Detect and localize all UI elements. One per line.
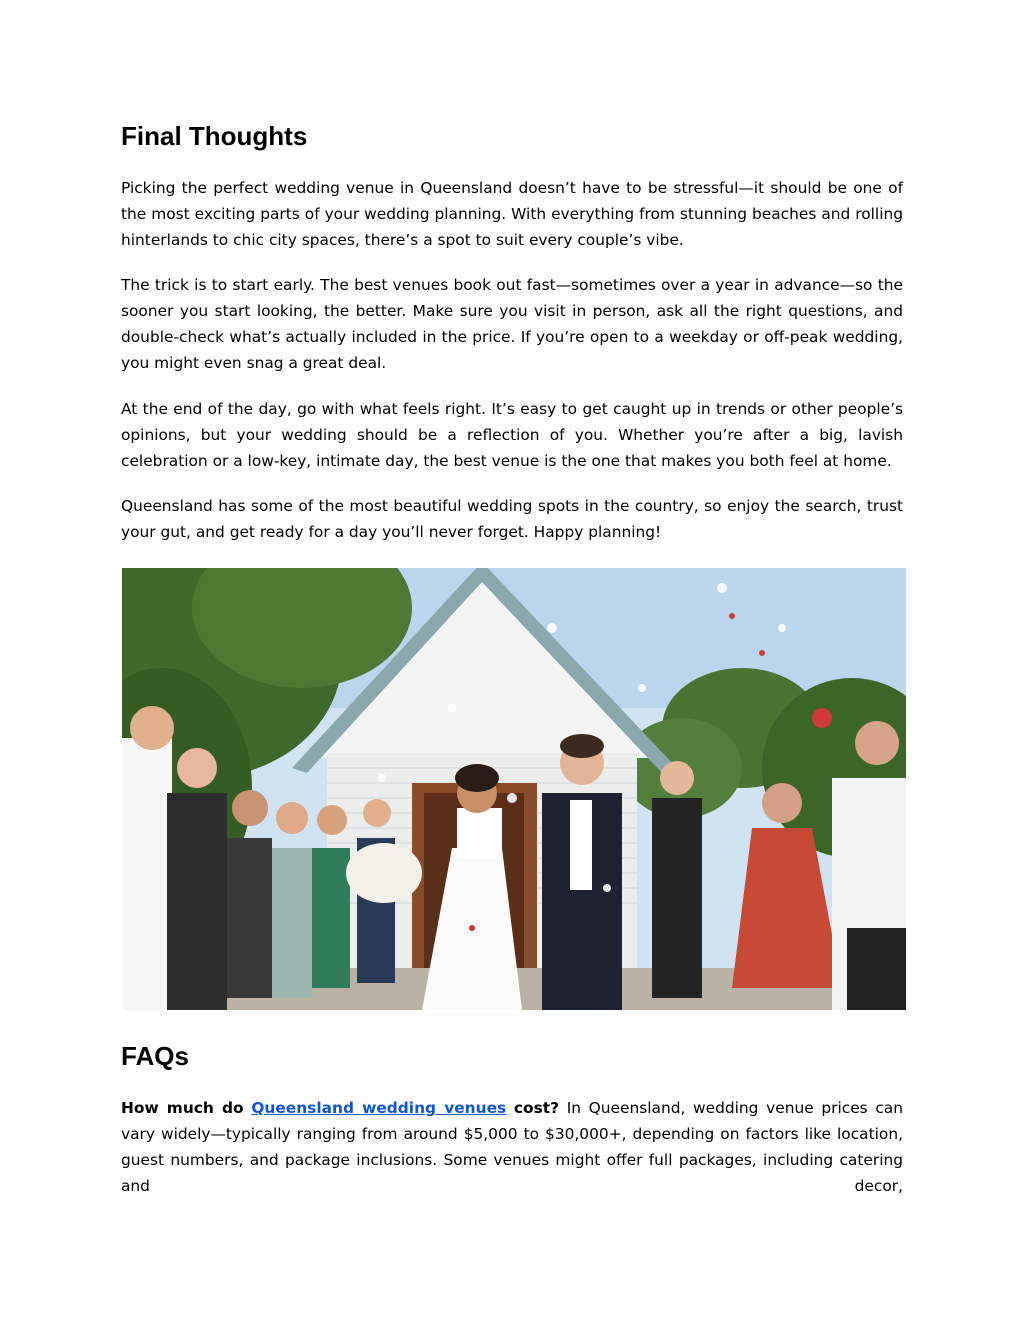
faqs-heading: FAQs	[121, 1041, 189, 1071]
final-thoughts-paragraph-4: Queensland has some of the most beautiful wedding spots in the country, so enjoy the search, trust your gut, and get ready for a day you’ll never forget. Happy planning!	[121, 497, 903, 541]
faq-answer-1	[121, 1095, 903, 1199]
queensland-wedding-venues-link[interactable]: Queensland wedding venues	[251, 1099, 507, 1117]
final-thoughts-heading: Final Thoughts	[121, 121, 308, 151]
faq-question-suffix: cost?	[513, 1099, 560, 1117]
final-thoughts-paragraph-1: Picking the perfect wedding venue in Queensland doesn’t have to be stressful—it should be one of the most exciting parts of your wedding planning. With everything from stunning beaches and rolling hinterlands to chic city spaces, there’s a spot to suit every couple’s vibe.	[121, 179, 903, 249]
final-thoughts-paragraph-3: At the end of the day, go with what feels right. It’s easy to get caught up in trends or other people’s opinions, but your wedding should be a reflection of you. Whether you’re after a big, lavish celebration or a low-key, intimate day, the best venue is the one that makes you both feel at home.	[121, 400, 903, 470]
final-thoughts-paragraph-2: The trick is to start early. The best venues book out fast—sometimes over a year in advance—so the sooner you start looking, the better. Make sure you visit in person, ask all the right questions, and double-check what’s actually included in the price. If you’re open to a weekday or off-peak wedding, you might even snag a great deal.	[121, 276, 903, 372]
faq-answer-text: In Queensland, wedding venue prices can vary widely—typically ranging from around $5,000 to $30,000+, depending on factors like location, guest numbers, and package inclusions. Some venues might offer full packages, including catering and decor,	[121, 1099, 903, 1195]
wedding-ceremony-photo	[122, 568, 906, 1010]
wedding-photo-illustration	[122, 568, 906, 1010]
faq-question-prefix: How much do	[121, 1099, 244, 1117]
